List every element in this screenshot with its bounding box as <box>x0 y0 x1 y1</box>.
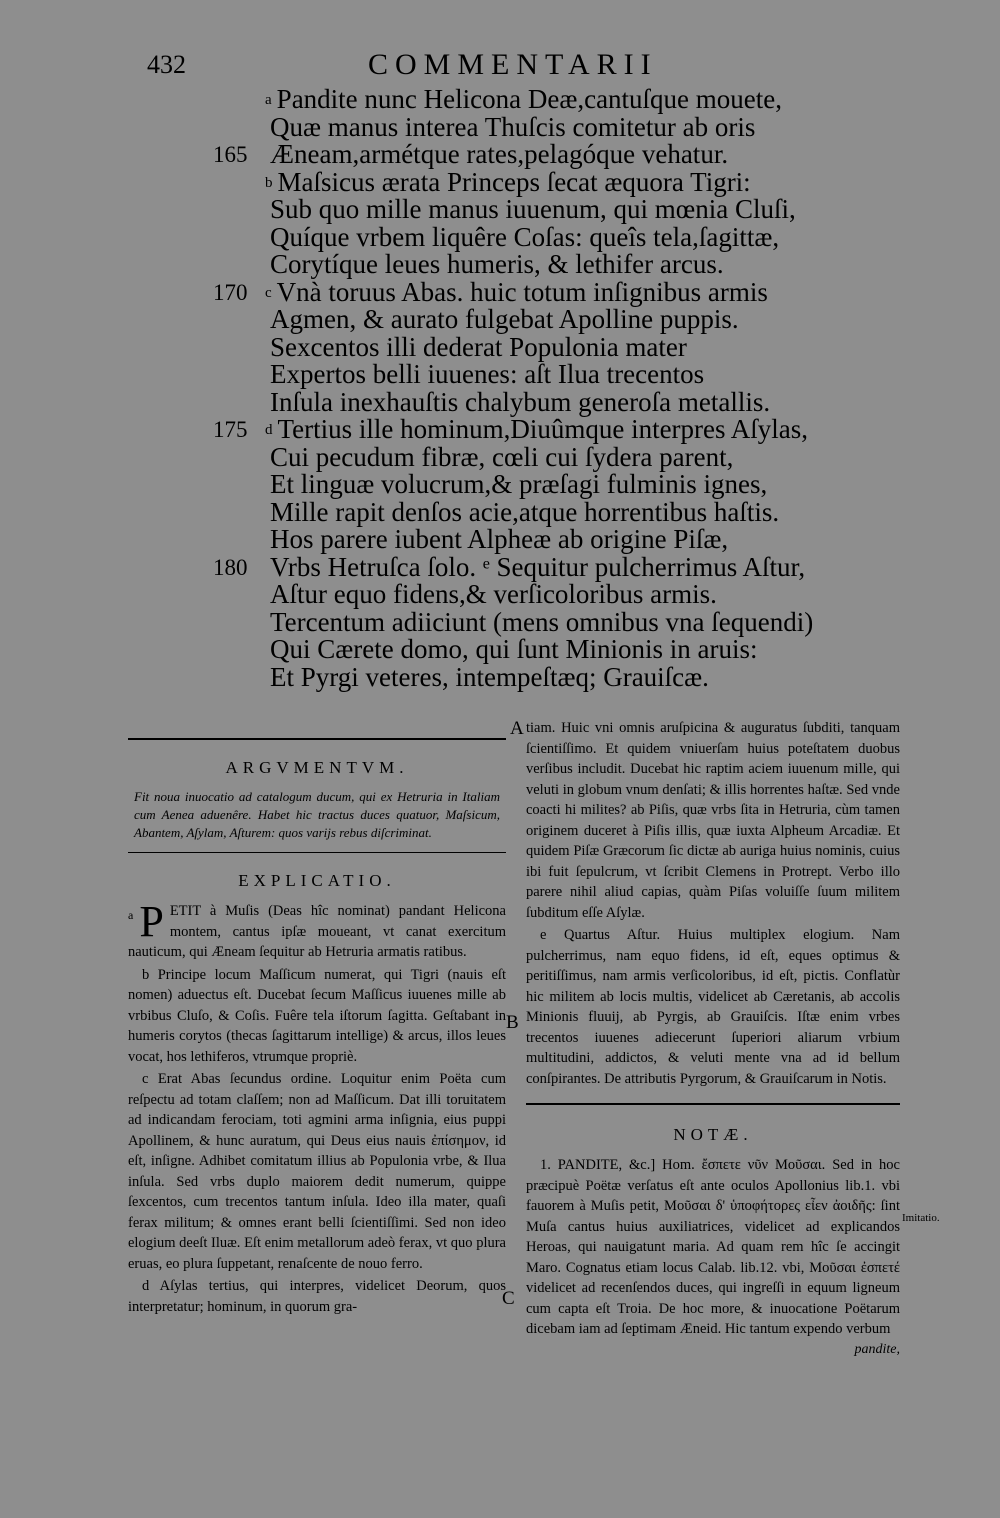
running-title: COMMENTARII <box>368 48 658 81</box>
verse-text <box>265 416 808 445</box>
paragraph-e: e Quartus Aſtur. Huius multiplex elogium. Nam pulcherrimus, nam equo fidens, id eſt, eques optimus & peritiſſimus, nam armis verſicoloribus, id eſt, pictis. Conflatùr hic militem ab locis multis, videlicet ab Cæretanis, ab accolis Minionis fluuij, ab Pyrgis, ab Grauiſcis. Iſtæ enim vrbes trecentos iuuenes adiecerunt ſuperiori aliarum vrbium multitudini, addictos, & veluti mente vna ad id bellum conſpirantes. De attributis Pyrgorum, & Grauiſcarum in Notis. <box>526 927 900 1087</box>
verse-line <box>205 141 845 169</box>
catchword: pandite, <box>854 1341 900 1357</box>
verse-body: Maſsicus ærata Princeps ſecat æquora Tigri: <box>277 166 751 197</box>
verse-body: Tercentum adiiciunt (mens omnibus vna ſequendi) <box>270 606 814 637</box>
verse-text <box>265 526 728 555</box>
verse-line <box>205 251 845 279</box>
verse-text <box>265 471 767 500</box>
right-column <box>526 718 900 1358</box>
verse-text <box>265 636 758 665</box>
verse-number: 175 <box>213 417 248 442</box>
verse-line <box>205 276 845 307</box>
verse-line <box>205 551 845 582</box>
notae-rule <box>526 1103 900 1105</box>
verse-body: Hos parere iubent Alpheæ ab origine Piſæ, <box>270 524 729 554</box>
verse-text <box>265 111 756 143</box>
verse-line <box>205 416 845 444</box>
verse-note-mark: b <box>265 174 273 191</box>
verse-note-mark: a <box>265 92 272 108</box>
argument-rule-top <box>128 738 506 740</box>
verse-line <box>205 606 845 637</box>
verse-body: Et Pyrgi veteres, intempeſtæq; Grauiſcæ. <box>270 661 709 692</box>
argument-heading: ARGVMENTVM. <box>225 758 409 777</box>
note-mark-a: a <box>128 908 134 922</box>
verse-text <box>265 581 717 610</box>
verse-line <box>205 196 845 224</box>
verse-line <box>205 111 845 142</box>
verse-number: 180 <box>213 554 248 580</box>
left-column <box>128 738 506 1319</box>
verse-line <box>205 331 845 362</box>
drop-cap: P <box>139 897 164 946</box>
paragraph-a <box>128 897 506 963</box>
verse-text <box>265 251 724 280</box>
verse-line <box>205 636 845 664</box>
verse-text <box>265 496 780 528</box>
verse-body: Tertius ille hominum,Diuûmque interpres Aſylas, <box>277 414 809 444</box>
verse-text <box>265 166 751 198</box>
verse-line <box>205 441 845 472</box>
verse-line <box>205 661 845 692</box>
verse-body: Sub quo mille manus iuuenum, qui mœnia Cluſi, <box>270 194 796 224</box>
verse-body: Vnà toruus Abas. huic totum inſignibus armis <box>276 276 768 307</box>
verse-text <box>265 141 728 170</box>
verse-body: Æneam,armétque rates,pelagóque vehatur. <box>270 139 729 169</box>
paragraph-a-text: ETIT à Muſis (Deas hîc nominat) pandant Helicona montem, cantus ipſæ moueant, vt canat exercitum nauticum, qui Æneam ſequitur ab Hetruria armatis ratibus. <box>128 903 506 960</box>
verse-body: Qui Cærete domo, qui ſunt Minionis in aruis: <box>270 634 758 664</box>
verse-body: Quíque vrbem liquêre Coſas: queîs tela,ſagittæ, <box>270 221 780 252</box>
verse-line <box>205 581 845 609</box>
paragraph-c: c Erat Abas ſecundus ordine. Loquitur enim Poëta cum reſpectu ad totam claſſem; non ad Maſſicum. Dat illi toruitatem ad indicandam ferociam, toti agmini arma inſignia, eius puppi Apollinem, & hunc auratum, qui Deus eius nauis ἐπίσημον, id eſt, inſigne. Adhibet comitatum illius ab Populonia vrbe, & Ilua inſula. Sed vrbs duplo maiorem dedit numerum, quippe ſexcentos, cum trecentos tantum inſula. Ideo illa mater, quaſi ferax militum; & omnes erant belli ſcientiſſimi. Sed non ideo elogium deeſt Iluæ. Eſt enim metallorum adeò ferax, vt quo plura eruas, eo plura ſuppetant, renaſcente de nouo ferro. <box>128 1071 506 1272</box>
verse-text <box>265 551 806 583</box>
explicatio-heading: EXPLICATIO. <box>238 871 396 890</box>
verse-text <box>265 221 780 253</box>
argument-text: Fit noua inuocatio ad catalogum ducum, qui ex Hetruria in Italiam cum Aenea aduenêre. Habet hic tractus duces quatuor, Maſsicum, Abantem, Aſylam, Aſturem: quos varijs rebus diſcriminat. <box>134 789 500 840</box>
verse-text <box>265 331 687 363</box>
verse-body: Vrbs Hetruſca ſolo. ᵉ Sequitur pulcherrimus Aſtur, <box>270 551 806 582</box>
verse-body: Quæ manus interea Thuſcis comitetur ab oris <box>270 111 756 142</box>
margin-letter-c: C <box>502 1288 515 1309</box>
verse-body: Mille rapit denſos acie,atque horrentibus haſtis. <box>270 496 780 527</box>
verse-text <box>265 606 814 638</box>
argument-rule-bottom <box>128 852 506 853</box>
verse-line <box>205 306 845 334</box>
verse-text <box>265 661 709 693</box>
verse-body: Et linguæ volucrum,& præſagi fulminis ignes, <box>270 469 768 499</box>
verse-text <box>265 306 739 335</box>
verse-text <box>265 441 734 473</box>
verse-text <box>265 276 768 308</box>
margin-letter-a: A <box>510 718 524 739</box>
verse-note-mark: c <box>265 284 272 301</box>
verse-body: Agmen, & aurato fulgebat Apolline puppis. <box>270 304 739 334</box>
verse-body: Expertos belli iuuenes: aſt Ilua trecentos <box>270 359 705 389</box>
verse-line <box>205 526 845 554</box>
verse-body: Inſula inexhauſtis chalybum generoſa metallis. <box>270 386 771 417</box>
page-number: 432 <box>147 50 186 79</box>
notae-heading: NOTÆ. <box>673 1125 753 1144</box>
verse-number: 165 <box>213 142 248 167</box>
verse-text <box>265 86 782 115</box>
paragraph-d: d Aſylas tertius, qui interpres, videlicet Deorum, quos interpretatur; hominum, in quorum gra- <box>128 1278 506 1315</box>
verse-body: Aſtur equo fidens,& verſicoloribus armis. <box>270 579 717 609</box>
paragraph-d-continued: tiam. Huic vni omnis aruſpicina & auguratus ſubditi, tanquam ſcientiſſimo. Et quidem vniuerſam huius poteſtatem duobus verſibus includit. Ducebat hic raptim aciem iuuenum mille, qui veluti in globum vnum denſati; & illis horrentes haſtæ. Sed vnde coacti hi milites? ab Piſis, quæ vrbs ſita in Hetruria, cùm tamen originem duceret à Piſis illis, quæ iuxta Alpheum Arcadiæ. Et quidem Piſæ Græcorum ſic dictæ ab auriga huius nominis, cuius ibi fuit ſepulcrum, vt ſcribit Clemens in Protrept. Verbo illo parere nihil aliud capias, quàm Piſas voluiſſe ſuum militem ſubditum eſſe Aſylæ. <box>526 720 900 921</box>
verse-text <box>265 386 771 418</box>
verse-line <box>205 166 845 197</box>
margin-note-imitatio: Imitatio. <box>902 1212 940 1224</box>
verse-line <box>205 386 845 417</box>
verse-body: Pandite nunc Helicona Deæ,cantuſque mouete, <box>276 84 783 114</box>
verse-line <box>205 471 845 499</box>
verse-block <box>205 86 845 691</box>
verse-text <box>265 196 796 225</box>
verse-line <box>205 86 845 114</box>
verse-body: Sexcentos illi dederat Populonia mater <box>270 331 687 362</box>
note-1: 1. PANDITE, &c.] Hom. ἔσπετε νῦν Μοῦσαι. Sed in hoc præcipuè Poëtæ verſatus eſt ante oculos Apollonius lib.1. vbi fauorem à Muſis petit, Μοῦσαι δ' ὑποφήτορες εἶεν ἀοιδῆς: ſint Muſa cantus huius auxiliatrices, videlicet ad explicandos Heroas, qui nauigatunt maria. Ad quam rem hîc ſe accingit Maro. Cognatus etiam locus Calab. lib.12. vbi, Μοῦσαι ἐσπετέ videlicet ad recenſendos duces, qui ingreſſi in equum ligneum cum capta eſt Troia. De hoc more, & inuocatione Poëtarum dicebam iam ad ſeptimam Æneid. Hic tantum expendo verbum <box>526 1157 900 1337</box>
verse-line <box>205 496 845 527</box>
verse-body: Corytíque leues humeris, & lethifer arcus. <box>270 249 724 279</box>
verse-line <box>205 221 845 252</box>
margin-letter-b: B <box>506 1012 519 1033</box>
verse-text <box>265 361 704 390</box>
verse-note-mark: d <box>265 422 273 438</box>
verse-body: Cui pecudum fibræ, cœli cui ſydera parent, <box>270 441 734 472</box>
paragraph-b: b Principe locum Maſſicum numerat, qui Tigri (nauis eſt nomen) aduectus eſt. Ducebat ſecum Maſſicus iuuenes mille ab vrbibus Cluſo, & Coſis. Fuêre tela iſtorum ſagitta. Geſtabant in humeris corytos (thecas ſagittarum intellige) & arcus, illos leues vocat, hos lethiferos, vtrumque propriè. <box>128 966 506 1065</box>
verse-number: 170 <box>213 279 248 305</box>
verse-line <box>205 361 845 389</box>
